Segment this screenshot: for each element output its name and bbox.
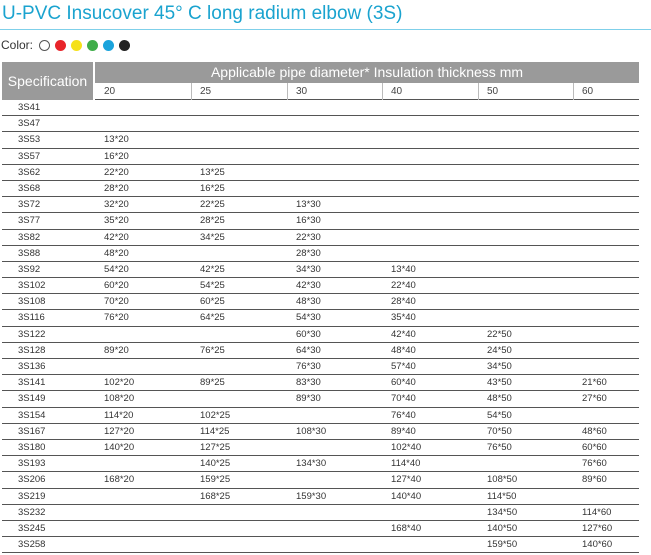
thickness-column-header: 20 (95, 83, 191, 100)
table-row (2, 116, 639, 132)
thickness-column-header: 50 (478, 83, 573, 100)
spec-cell: 3S141 (18, 377, 46, 389)
value-cell: 70*20 (104, 296, 129, 308)
value-cell (478, 213, 582, 228)
spec-cell: 3S47 (18, 118, 41, 130)
value-cell: 54*25 (200, 280, 225, 292)
value-cell: 28*25 (200, 215, 225, 227)
value-cell (287, 505, 391, 520)
color-label: Color: (1, 38, 34, 52)
value-cell: 76*25 (200, 344, 225, 356)
value-cell (478, 181, 582, 196)
spec-cell: 3S245 (18, 522, 46, 534)
value-cell (573, 489, 648, 504)
value-cell (287, 181, 391, 196)
value-cell: 64*30 (296, 344, 321, 356)
value-cell (573, 408, 648, 423)
value-cell: 60*20 (104, 280, 129, 292)
value-cell (573, 246, 648, 261)
value-cell (191, 246, 296, 261)
column-separator (191, 83, 192, 100)
value-cell: 13*40 (391, 263, 416, 275)
column-separator (478, 83, 479, 100)
table-row (2, 262, 639, 278)
value-cell: 48*20 (104, 247, 129, 259)
value-cell (573, 327, 648, 342)
value-cell (382, 100, 487, 115)
value-cell (287, 132, 391, 147)
value-cell: 28*40 (391, 296, 416, 308)
value-cell: 108*30 (296, 425, 327, 437)
value-cell: 159*25 (200, 474, 231, 486)
column-separator (287, 83, 288, 100)
value-cell (191, 537, 296, 552)
value-cell (478, 132, 582, 147)
value-cell: 42*20 (104, 231, 129, 243)
value-cell: 76*40 (391, 409, 416, 421)
value-cell (573, 230, 648, 245)
value-cell (191, 149, 296, 164)
value-cell (478, 165, 582, 180)
value-cell: 42*30 (296, 280, 321, 292)
value-cell (382, 213, 487, 228)
value-cell: 140*40 (391, 490, 422, 502)
value-cell (573, 343, 648, 358)
value-cell: 134*50 (487, 506, 518, 518)
value-cell (191, 521, 296, 536)
value-cell: 127*60 (582, 522, 613, 534)
value-cell: 48*60 (582, 425, 607, 437)
value-cell (573, 310, 648, 325)
value-cell (382, 505, 487, 520)
value-cell: 13*25 (200, 166, 225, 178)
value-cell: 140*50 (487, 522, 518, 534)
value-cell: 57*40 (391, 361, 416, 372)
value-cell: 60*25 (200, 296, 225, 308)
value-cell: 76*60 (582, 458, 607, 470)
value-cell: 114*20 (104, 409, 134, 421)
table-row (2, 537, 639, 553)
value-cell: 22*25 (200, 199, 225, 211)
value-cell (573, 262, 648, 277)
color-swatch-black (119, 40, 130, 51)
table-row (2, 472, 639, 488)
value-cell: 48*40 (391, 344, 416, 356)
value-cell (287, 537, 391, 552)
column-separator (382, 83, 383, 100)
value-cell: 42*25 (200, 263, 225, 275)
table-row (2, 149, 639, 165)
color-options (0, 36, 135, 54)
value-cell (382, 537, 487, 552)
value-cell (191, 116, 296, 131)
value-cell (382, 181, 487, 196)
value-cell (382, 116, 487, 131)
value-cell (573, 278, 648, 293)
value-cell: 60*60 (582, 441, 607, 453)
value-cell: 22*20 (104, 166, 129, 178)
value-cell: 102*40 (391, 441, 422, 453)
value-cell: 48*50 (487, 393, 512, 405)
value-cell: 108*50 (487, 474, 518, 486)
value-cell: 54*20 (104, 263, 129, 275)
value-cell (287, 472, 391, 487)
value-cell (287, 165, 391, 180)
value-cell: 159*30 (296, 490, 327, 502)
spec-cell: 3S232 (18, 506, 46, 518)
value-cell: 89*60 (582, 474, 607, 486)
value-cell: 168*25 (200, 490, 231, 502)
table-row (2, 132, 639, 148)
table-row (2, 246, 639, 262)
value-cell: 32*20 (104, 199, 129, 211)
pipe-diameter-header: Applicable pipe diameter* Insulation thickness mm (95, 62, 639, 83)
value-cell: 114*25 (200, 425, 230, 437)
table-row (2, 181, 639, 197)
value-cell: 108*20 (104, 393, 135, 405)
spec-cell: 3S167 (18, 425, 46, 437)
spec-cell: 3S92 (18, 263, 41, 275)
value-cell: 168*20 (104, 474, 135, 486)
value-cell (478, 116, 582, 131)
spec-cell: 3S258 (18, 539, 46, 551)
value-cell (287, 440, 391, 455)
column-separator (573, 83, 574, 100)
table-row (2, 521, 639, 537)
value-cell: 16*30 (296, 215, 321, 227)
value-cell: 27*60 (582, 393, 607, 405)
spec-cell: 3S57 (18, 150, 41, 162)
table-row (2, 359, 639, 375)
value-cell: 76*20 (104, 312, 129, 324)
value-cell: 89*20 (104, 344, 129, 356)
value-cell (573, 165, 648, 180)
spec-cell: 3S180 (18, 441, 46, 453)
thickness-column-header: 30 (287, 83, 382, 100)
value-cell: 34*50 (487, 361, 512, 372)
value-cell (191, 391, 296, 406)
value-cell (573, 132, 648, 147)
color-swatch-red (55, 40, 66, 51)
value-cell (382, 246, 487, 261)
thickness-column-header: 40 (382, 83, 478, 100)
value-cell (95, 327, 200, 342)
value-cell: 76*30 (296, 361, 321, 372)
value-cell: 89*25 (200, 377, 225, 389)
value-cell: 22*50 (487, 328, 512, 340)
value-cell: 70*50 (487, 425, 512, 437)
value-cell: 13*20 (104, 134, 129, 146)
table-row (2, 310, 639, 326)
value-cell (95, 537, 200, 552)
table-row (2, 213, 639, 229)
value-cell (478, 310, 582, 325)
value-cell: 48*30 (296, 296, 321, 308)
value-cell: 159*50 (487, 539, 518, 551)
spec-cell: 3S219 (18, 490, 46, 502)
value-cell (573, 100, 648, 115)
table-row (2, 278, 639, 294)
spec-cell: 3S102 (18, 280, 46, 292)
spec-cell: 3S88 (18, 247, 41, 259)
color-swatch-yellow (71, 40, 82, 51)
title-divider (0, 29, 651, 30)
value-cell (478, 197, 582, 212)
value-cell: 114*60 (582, 506, 612, 518)
table-row (2, 197, 639, 213)
value-cell (95, 521, 200, 536)
value-cell (191, 359, 296, 374)
value-cell (287, 521, 391, 536)
spec-cell: 3S72 (18, 199, 41, 211)
spec-cell: 3S82 (18, 231, 41, 243)
spec-cell: 3S68 (18, 182, 41, 194)
value-cell: 127*40 (391, 474, 422, 486)
value-cell: 34*25 (200, 231, 225, 243)
value-cell: 127*25 (200, 441, 231, 453)
spec-cell: 3S193 (18, 458, 46, 470)
value-cell (191, 100, 296, 115)
color-swatch-white (39, 40, 50, 51)
value-cell: 114*40 (391, 458, 421, 470)
value-cell (95, 489, 200, 504)
value-cell (382, 165, 487, 180)
value-cell: 54*50 (487, 409, 512, 421)
table-row (2, 294, 639, 310)
table-row (2, 408, 639, 424)
value-cell (478, 294, 582, 309)
value-cell: 140*60 (582, 539, 613, 551)
value-cell: 28*20 (104, 182, 129, 194)
value-cell: 35*40 (391, 312, 416, 324)
value-cell (382, 197, 487, 212)
value-cell (95, 116, 200, 131)
value-cell: 64*25 (200, 312, 225, 324)
value-cell: 43*50 (487, 377, 512, 389)
spec-cell: 3S62 (18, 166, 41, 178)
value-cell (478, 456, 582, 471)
table-row (2, 230, 639, 246)
value-cell (478, 230, 582, 245)
value-cell: 89*40 (391, 425, 416, 437)
value-cell: 16*25 (200, 182, 225, 194)
table-row (2, 343, 639, 359)
spec-cell: 3S108 (18, 296, 46, 308)
value-cell (95, 100, 200, 115)
value-cell (95, 456, 200, 471)
value-cell (382, 149, 487, 164)
page-title: U-PVC Insucover 45° C long radium elbow (3S) (2, 3, 403, 24)
value-cell: 70*40 (391, 393, 416, 405)
table-row (2, 424, 639, 440)
color-swatch-blue (103, 40, 114, 51)
value-cell (95, 359, 200, 374)
value-cell: 22*30 (296, 231, 321, 243)
table-row (2, 375, 639, 391)
value-cell (191, 132, 296, 147)
spec-cell: 3S136 (18, 361, 46, 372)
value-cell: 24*50 (487, 344, 512, 356)
value-cell: 34*30 (296, 263, 321, 275)
spec-table-body (2, 100, 639, 553)
value-cell (573, 359, 648, 374)
spec-cell: 3S116 (18, 312, 45, 324)
value-cell (287, 100, 391, 115)
table-row (2, 391, 639, 407)
specification-header: Specification (2, 62, 94, 100)
value-cell: 42*40 (391, 328, 416, 340)
value-cell: 102*25 (200, 409, 231, 421)
value-cell: 60*30 (296, 328, 321, 340)
value-cell: 114*50 (487, 490, 517, 502)
value-cell (573, 213, 648, 228)
table-row (2, 505, 639, 521)
value-cell: 140*25 (200, 458, 231, 470)
value-cell: 22*40 (391, 280, 416, 292)
value-cell (573, 116, 648, 131)
color-swatch-list (39, 40, 135, 51)
value-cell: 168*40 (391, 522, 422, 534)
value-cell (573, 181, 648, 196)
table-row (2, 489, 639, 505)
thickness-column-header: 60 (573, 83, 639, 100)
value-cell (478, 149, 582, 164)
table-row (2, 100, 639, 116)
value-cell: 13*30 (296, 199, 321, 211)
value-cell: 76*50 (487, 441, 512, 453)
spec-cell: 3S41 (18, 102, 41, 113)
spec-cell: 3S122 (18, 328, 46, 340)
table-row (2, 165, 639, 181)
value-cell (478, 100, 582, 115)
spec-cell: 3S128 (18, 344, 46, 356)
value-cell: 28*30 (296, 247, 321, 259)
spec-cell: 3S154 (18, 409, 46, 421)
spec-cell: 3S53 (18, 134, 41, 146)
color-swatch-green (87, 40, 98, 51)
table-row (2, 327, 639, 343)
value-cell (382, 230, 487, 245)
value-cell: 83*30 (296, 377, 321, 389)
value-cell (287, 149, 391, 164)
value-cell (573, 149, 648, 164)
value-cell: 16*20 (104, 150, 129, 162)
value-cell: 60*40 (391, 377, 416, 389)
value-cell: 21*60 (582, 377, 607, 389)
table-row (2, 440, 639, 456)
spec-cell: 3S149 (18, 393, 46, 405)
value-cell (191, 327, 296, 342)
value-cell (191, 505, 296, 520)
value-cell (382, 132, 487, 147)
value-cell: 54*30 (296, 312, 321, 324)
value-cell (478, 278, 582, 293)
spec-cell: 3S77 (18, 215, 41, 227)
value-cell: 89*30 (296, 393, 321, 405)
value-cell: 35*20 (104, 215, 129, 227)
value-cell: 134*30 (296, 458, 327, 470)
thickness-column-headers (95, 83, 639, 100)
value-cell (478, 262, 582, 277)
spec-cell: 3S206 (18, 474, 46, 486)
thickness-column-header: 25 (191, 83, 287, 100)
table-row (2, 456, 639, 472)
value-cell (478, 246, 582, 261)
value-cell (287, 116, 391, 131)
value-cell (287, 408, 391, 423)
value-cell: 127*20 (104, 425, 135, 437)
value-cell: 140*20 (104, 441, 135, 453)
value-cell (573, 197, 648, 212)
value-cell (573, 294, 648, 309)
value-cell (95, 505, 200, 520)
value-cell: 102*20 (104, 377, 135, 389)
